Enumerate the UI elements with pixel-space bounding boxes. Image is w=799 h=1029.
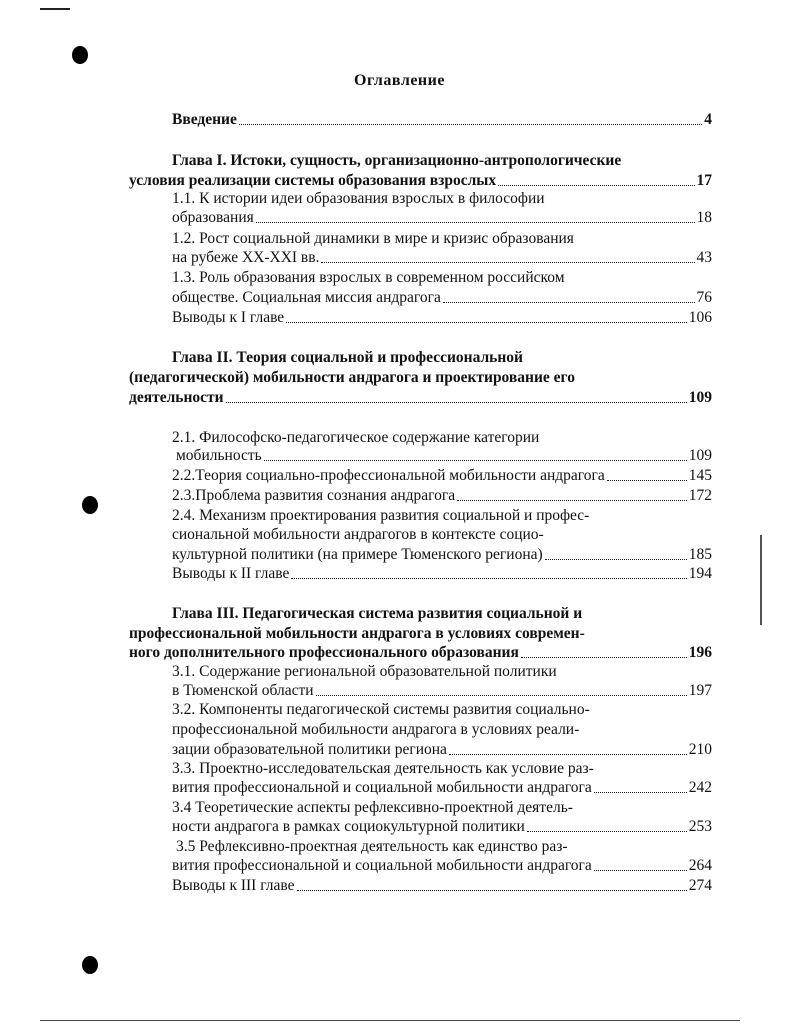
ch2-s2-row[interactable] (172, 466, 712, 486)
scan-edge-top (40, 8, 70, 10)
ch1-heading-line1[interactable]: Глава I. Истоки, сущность, организационно-антропологические (172, 152, 622, 169)
leader-dots (457, 486, 687, 501)
leader-dots (291, 564, 686, 579)
ch3-heading-row[interactable] (129, 643, 712, 663)
ch3-page: 196 (688, 644, 712, 661)
ch3-heading-line3: ного дополнительного профессионального образования (129, 644, 519, 661)
ch1-s3-line2: обществе. Социальная миссия андрагога (172, 289, 441, 306)
ch2-heading-line2[interactable]: (педагогической) мобильности андрагога и проектирование его (129, 369, 575, 386)
ch2-s3-row[interactable] (172, 486, 712, 506)
ch3-s1-row[interactable] (172, 681, 712, 701)
ch3-s3-row[interactable] (172, 778, 712, 798)
scan-edge-right (760, 535, 762, 625)
page-title: Оглавление (354, 72, 445, 89)
leader-dots (316, 681, 687, 696)
ch3-conclusions-row[interactable] (172, 876, 712, 896)
ch2-heading-line3: деятельности (129, 389, 224, 406)
ch3-heading-line1[interactable]: Глава III. Педагогическая система развития социальной и (172, 605, 583, 622)
ch2-s4-line3: культурной политики (на примере Тюменского региона) (172, 546, 543, 563)
leader-dots (226, 388, 687, 403)
ch3-conclusions: Выводы к III главе (172, 877, 295, 894)
leader-dots (527, 817, 687, 832)
leader-dots (286, 308, 687, 323)
ch3-s4-line1[interactable]: 3.4 Теоретические аспекты рефлексивно-проектной деятель- (172, 799, 573, 816)
leader-dots (449, 740, 687, 755)
ch2-s4-page: 185 (688, 546, 712, 563)
ch1-s1-page: 18 (696, 209, 712, 226)
toc-intro-label: Введение (172, 111, 237, 128)
ch3-s2-line3: зации образовательной политики региона (172, 741, 447, 758)
ch1-page: 17 (696, 172, 712, 189)
ch1-s2-page: 43 (696, 249, 712, 266)
ch2-conclusions-row[interactable] (172, 564, 712, 584)
punch-hole-middle (82, 496, 98, 514)
ch2-s1-line2: мобильность (176, 447, 262, 464)
ch3-s5-line2: вития профессиональной и социальной мобильности андрагога (172, 857, 592, 874)
ch3-s2-line2[interactable]: профессиональной мобильности андрагога в условиях реали- (172, 721, 580, 738)
ch1-heading-line2: условия реализации системы образования взрослых (129, 172, 497, 189)
ch2-page: 109 (688, 389, 712, 406)
ch3-s4-line2: ности андрагога в рамках социокультурной политики (172, 818, 525, 835)
ch1-s2-row[interactable] (172, 248, 712, 268)
ch3-s4-page: 253 (688, 818, 712, 835)
ch3-s2-row[interactable] (172, 740, 712, 760)
ch3-s5-page: 264 (688, 857, 712, 874)
ch2-heading-row[interactable] (129, 388, 712, 408)
leader-dots (594, 856, 687, 871)
toc-intro[interactable] (172, 110, 712, 130)
scan-edge-bottom (40, 1020, 740, 1021)
leader-dots (321, 248, 694, 263)
ch2-conclusions: Выводы к II главе (172, 565, 290, 582)
ch1-s1-line1[interactable]: 1.1. К истории идеи образования взрослых в философии (172, 190, 545, 207)
ch2-s1-page: 109 (688, 447, 712, 464)
ch1-s1-line2: образования (172, 209, 254, 226)
ch2-s4-line1[interactable]: 2.4. Механизм проектирования развития социальной и профес- (172, 507, 590, 524)
ch3-s3-line1[interactable]: 3.3. Проектно-исследовательская деятельность как условие раз- (172, 760, 594, 777)
ch1-s3-row[interactable] (172, 288, 712, 308)
leader-dots (545, 545, 687, 560)
ch2-heading-line1[interactable]: Глава II. Теория социальной и профессиональной (172, 349, 523, 366)
ch3-s5-row[interactable] (172, 856, 712, 876)
ch3-s5-line1[interactable]: 3.5 Рефлексивно-проектная деятельность как единство раз- (176, 838, 568, 855)
ch3-s4-row[interactable] (172, 817, 712, 837)
ch1-s1-row[interactable] (172, 208, 712, 228)
leader-dots (607, 466, 687, 481)
punch-hole-bottom (82, 956, 98, 974)
leader-dots (256, 208, 695, 223)
leader-dots (594, 778, 687, 793)
ch2-s4-row[interactable] (172, 545, 712, 565)
ch2-s2: 2.2.Теория социально-профессиональной мобильности андрагога (172, 467, 605, 484)
ch3-s1-page: 197 (688, 682, 712, 699)
ch2-s4-line2[interactable]: сиональной мобильности андрагогов в контексте социо- (172, 526, 544, 543)
ch2-s3: 2.3.Проблема развития сознания андрагога (172, 487, 456, 504)
ch3-s3-line2: вития профессиональной и социальной мобильности андрагога (172, 779, 592, 796)
leader-dots (498, 171, 694, 186)
leader-dots (264, 446, 687, 461)
ch3-s1-line2: в Тюменской области (172, 682, 314, 699)
ch2-s1-row[interactable] (176, 446, 712, 466)
leader-dots (297, 876, 687, 891)
ch1-conclusions: Выводы к I главе (172, 309, 285, 326)
ch2-s2-page: 145 (688, 467, 712, 484)
leader-dots (239, 110, 702, 125)
ch1-heading-row[interactable] (129, 171, 712, 191)
ch1-conclusions-page: 106 (688, 309, 712, 326)
ch1-s3-line1[interactable]: 1.3. Роль образования взрослых в современном российском (172, 269, 565, 286)
ch1-s2-line2: на рубеже XX-XXI вв. (172, 249, 320, 266)
ch3-conclusions-page: 274 (688, 877, 712, 894)
ch3-s3-page: 242 (688, 779, 712, 796)
ch3-s2-page: 210 (688, 741, 712, 758)
ch1-s3-page: 76 (696, 289, 712, 306)
ch1-conclusions-row[interactable] (172, 308, 712, 328)
ch2-s3-page: 172 (688, 487, 712, 504)
ch1-s2-line1[interactable]: 1.2. Рост социальной динамики в мире и кризис образования (172, 230, 574, 247)
punch-hole-top (72, 46, 88, 64)
leader-dots (443, 288, 695, 303)
ch3-s2-line1[interactable]: 3.2. Компоненты педагогической системы развития социально- (172, 701, 590, 718)
ch2-conclusions-page: 194 (688, 565, 712, 582)
ch3-s1-line1[interactable]: 3.1. Содержание региональной образовательной политики (172, 663, 557, 680)
leader-dots (521, 643, 687, 658)
ch2-s1-line1[interactable]: 2.1. Философско-педагогическое содержание категории (172, 429, 540, 446)
toc-intro-page: 4 (704, 111, 712, 128)
ch3-heading-line2[interactable]: профессиональной мобильности андрагога в условиях современ- (129, 625, 585, 642)
